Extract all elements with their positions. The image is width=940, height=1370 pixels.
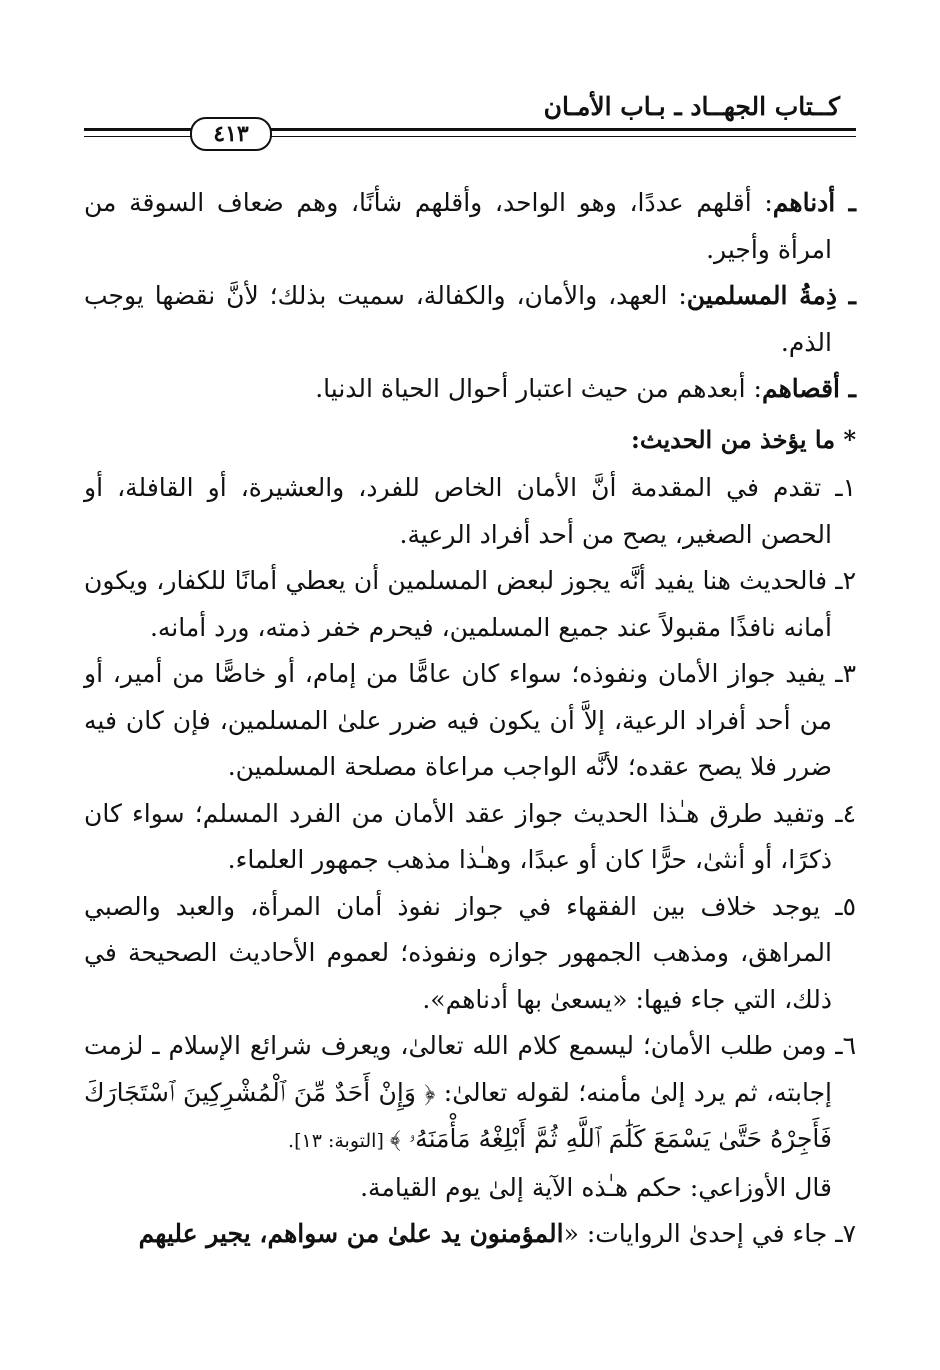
point-text: ٧ـ جاء في إحدىٰ الروايات: « — [563, 1219, 856, 1248]
hadith-quote: المؤمنون يد علىٰ من سواهم، يجير عليهم — [138, 1219, 564, 1248]
glossary-definition: العهد، والأمان، والكفالة، سميت بذلك؛ لأنَّ نقضها يوجب الذم. — [84, 281, 832, 357]
verse-reference: [التوبة: ١٣]. — [288, 1130, 390, 1152]
quran-verse: ﴿ وَإِنْ أَحَدٌ مِّنَ ٱلْمُشْرِكِينَ ٱسْتَجَارَكَ فَأَجِرْهُ حَتَّىٰ يَسْمَعَ كَلَٰمَ ٱللَّهِ ثُمَّ أَبْلِغْهُ مَأْمَنَهُۥ ﴾ — [84, 1077, 832, 1153]
benefit-point: ٤ـ وتفيد طرق هـٰذا الحديث جواز عقد الأمان من الفرد المسلم؛ سواء كان ذكرًا، أو أنثىٰ، حرًّا كان أو عبدًا، وهـٰذا مذهب جمهور العلماء. — [84, 798, 856, 874]
glossary-term: ـ أدناهم — [772, 188, 856, 217]
header-rule-thin — [268, 136, 856, 137]
glossary-separator: : — [751, 188, 773, 217]
glossary-entry — [84, 180, 856, 273]
benefit-point — [84, 1023, 856, 1165]
benefit-point — [84, 1211, 856, 1258]
page-body — [84, 180, 856, 1258]
header-rule-left — [84, 128, 196, 131]
glossary-entry — [84, 273, 856, 366]
benefit-point: ١ـ تقدم في المقدمة أنَّ الأمان الخاص للفرد، والعشيرة، أو القافلة، أو الحصن الصغير، يصح من أحد أفراد الرعية. — [84, 473, 856, 549]
header-rule-left-thin — [84, 136, 196, 137]
glossary-term: ـ ذِمةُ المسلمين — [686, 281, 856, 310]
header-rule — [268, 128, 856, 131]
glossary-entry — [84, 366, 856, 413]
point-text: ٦ـ ومن طلب الأمان؛ ليسمع كلام الله تعالىٰ، ويعرف شرائع الإسلام ـ لزمت إجابته، ثم يرد إلىٰ مأمنه؛ لقوله تعالىٰ: — [84, 1031, 856, 1107]
point-followup: قال الأوزاعي: حكم هـٰذه الآية إلىٰ يوم القيامة. — [360, 1172, 832, 1202]
section-heading: * ما يؤخذ من الحديث: — [631, 424, 856, 454]
page-number: ٤١٣ — [190, 117, 272, 151]
glossary-definition: أقلهم عددًا، وهو الواحد، وأقلهم شأنًا، وهم ضعاف السوقة من امرأة وأجير. — [84, 188, 832, 264]
glossary-definition: أبعدهم من حيث اعتبار أحوال الحياة الدنيا. — [315, 374, 746, 403]
glossary-term: ـ أقصاهم — [761, 374, 856, 403]
glossary-separator: : — [667, 281, 687, 310]
benefit-point: ٣ـ يفيد جواز الأمان ونفوذه؛ سواء كان عامًّا من إمام، أو خاصًّا من أمير، أو من أحد أفراد الرعية، إلاَّ أن يكون فيه ضرر علىٰ المسلمين، فإن كان فيه ضرر فلا يصح عقده؛ لأنَّه الواجب مراعاة مصلحة المسلمين. — [84, 659, 856, 781]
benefit-point: ٥ـ يوجد خلاف بين الفقهاء في جواز نفوذ أمان المرأة، والعبد والصبي المراهق، ومذهب الجمهور جوازه ونفوذه؛ لعموم الأحاديث الصحيحة في ذلك، التي جاء فيها: «يسعىٰ بها أدناهم». — [84, 891, 856, 1014]
running-header: كــتاب الجهــاد ـ بـاب الأمـان — [543, 92, 840, 121]
benefit-point: ٢ـ فالحديث هنا يفيد أنَّه يجوز لبعض المسلمين أن يعطي أمانًا للكفار، ويكون أمانه نافذًا مقبولاً عند جميع المسلمين، فيحرم خفر ذمته، ورد أمانه. — [84, 566, 856, 642]
glossary-separator: : — [745, 374, 762, 403]
